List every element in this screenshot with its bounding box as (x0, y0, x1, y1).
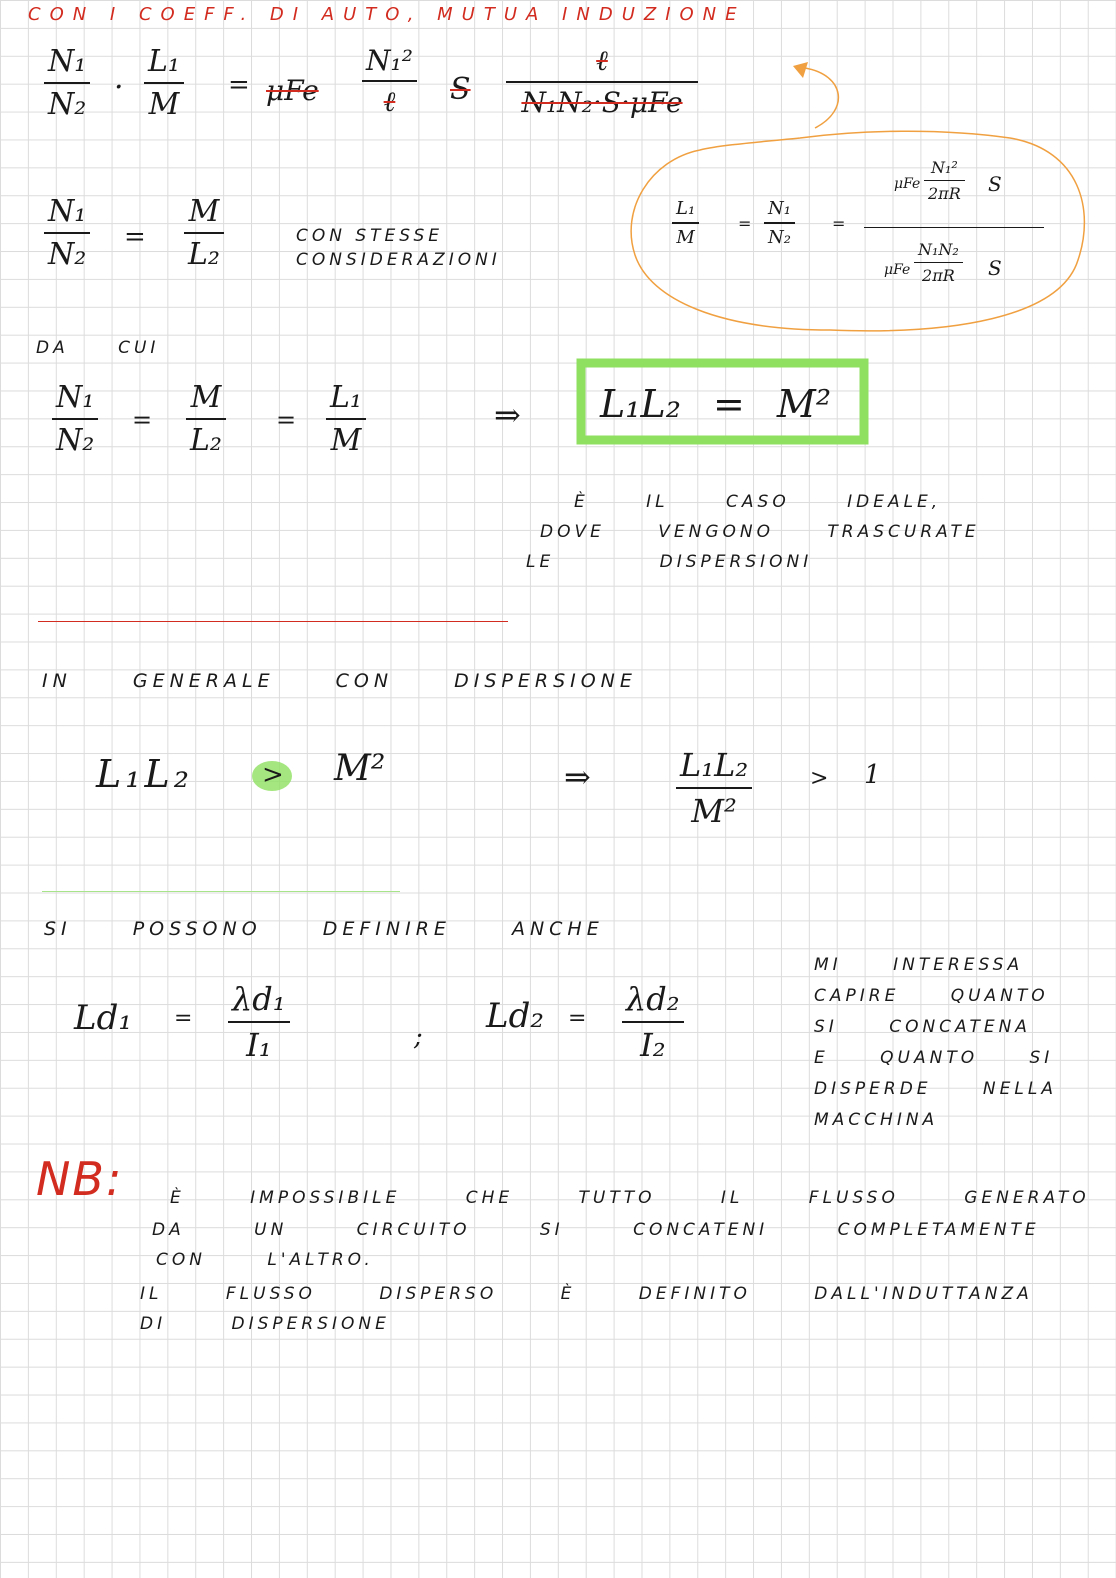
general-heading: IN GENERALE CON DISPERSIONE (42, 670, 637, 692)
eq1-s: S (450, 72, 471, 107)
define-ld2: Ld₂ (486, 996, 544, 1036)
eq2-rhs: M L₂ (184, 194, 224, 272)
bubble-mid: N₁ N₂ (764, 198, 795, 248)
side-note-line: SI CONCATENA (814, 1017, 1031, 1037)
bubble-lhs: L₁ M (672, 198, 699, 248)
green-separator (42, 891, 400, 892)
bubble-den-s: S (988, 256, 1002, 280)
eq3-equals-2: = (276, 406, 297, 434)
da-cui-label: DA CUI (36, 338, 160, 358)
bubble-arrowhead (793, 62, 808, 78)
define-eq1: = (174, 1006, 193, 1031)
bubble-den-mu: μFe (884, 262, 911, 278)
eq3-boxed-result: L₁L₂ = M² (600, 382, 832, 426)
eq1-frac-big: ℓ N₁N₂·S·μFe (506, 44, 698, 119)
side-note-line: MACCHINA (814, 1110, 939, 1130)
eq1-ratio-l: L₁ M (144, 44, 184, 122)
side-note-line: E QUANTO SI (814, 1048, 1054, 1068)
bubble-den-frac: N₁N₂ 2πR (914, 240, 963, 285)
bubble-num-mu: μFe (894, 176, 921, 192)
general-gt2: > (810, 766, 829, 791)
nb-line: DI DISPERSIONE (140, 1314, 390, 1334)
bubble-eq1: = (738, 214, 752, 233)
eq2-lhs: N₁ N₂ (44, 194, 90, 272)
general-one: 1 (864, 760, 881, 790)
bubble-num-frac: N₁² 2πR (924, 158, 965, 203)
general-gt: > (262, 760, 284, 790)
eq3-n-ratio: N₁ N₂ (52, 380, 98, 458)
side-note-line: DISPERDE NELLA (814, 1079, 1057, 1099)
ideal-note-line1: È IL CASO IDEALE, (574, 492, 942, 512)
eq3-implies: ⇒ (494, 396, 521, 434)
eq1-ratio-n: N₁ N₂ (44, 44, 90, 122)
general-rhs: M² (334, 748, 386, 789)
side-note-line: CAPIRE QUANTO (814, 986, 1049, 1006)
eq1-equals: = (228, 70, 250, 100)
eq1-frac-n1sq: N₁² ℓ (362, 44, 417, 119)
define-ld2-ratio: λd₂ I₂ (622, 980, 684, 1064)
side-note-line: MI INTERESSA (814, 955, 1024, 975)
eq1-dot: · (114, 70, 124, 105)
bubble-eq2: = (832, 214, 846, 233)
general-lhs: L₁L₂ (96, 752, 193, 796)
eq2-note: CON STESSE CONSIDERAZIONI (296, 226, 501, 270)
bubble-main-bar (864, 227, 1044, 228)
general-ratio: L₁L₂ M² (676, 746, 752, 830)
define-eq2: = (568, 1006, 587, 1031)
nb-line: IL FLUSSO DISPERSO È DEFINITO DALL'INDUTTANZA (140, 1284, 1033, 1304)
bubble-arrow-line (805, 68, 838, 128)
define-sep: ; (414, 1022, 423, 1052)
define-ld1-ratio: λd₁ I₁ (228, 980, 290, 1064)
define-heading: SI POSSONO DEFINIRE ANCHE (44, 918, 604, 940)
nb-line: CON L'ALTRO. (156, 1250, 374, 1270)
nb-line: DA UN CIRCUITO SI CONCATENI COMPLETAMENTE (152, 1220, 1040, 1240)
eq3-equals-1: = (132, 406, 153, 434)
ideal-note-line2: DOVE VENGONO TRASCURATE (540, 522, 980, 542)
eq3-m-ratio: M L₂ (186, 380, 226, 458)
nb-line: È IMPOSSIBILE CHE TUTTO IL FLUSSO GENERATO (170, 1188, 1090, 1208)
nb-label: NB: (36, 1152, 124, 1206)
side-note (814, 950, 1057, 1136)
bubble-num-s: S (988, 172, 1002, 196)
general-implies: ⇒ (564, 758, 591, 796)
eq2-equals: = (124, 222, 146, 252)
eq1-mu: μFe (266, 74, 319, 107)
ideal-note-line3: LE DISPERSIONI (526, 552, 813, 572)
define-ld1: Ld₁ (74, 998, 132, 1038)
page-title: CON I COEFF. DI AUTO, MUTUA INDUZIONE (28, 4, 746, 25)
red-separator (38, 621, 508, 622)
eq3-l-ratio: L₁ M (326, 380, 366, 458)
